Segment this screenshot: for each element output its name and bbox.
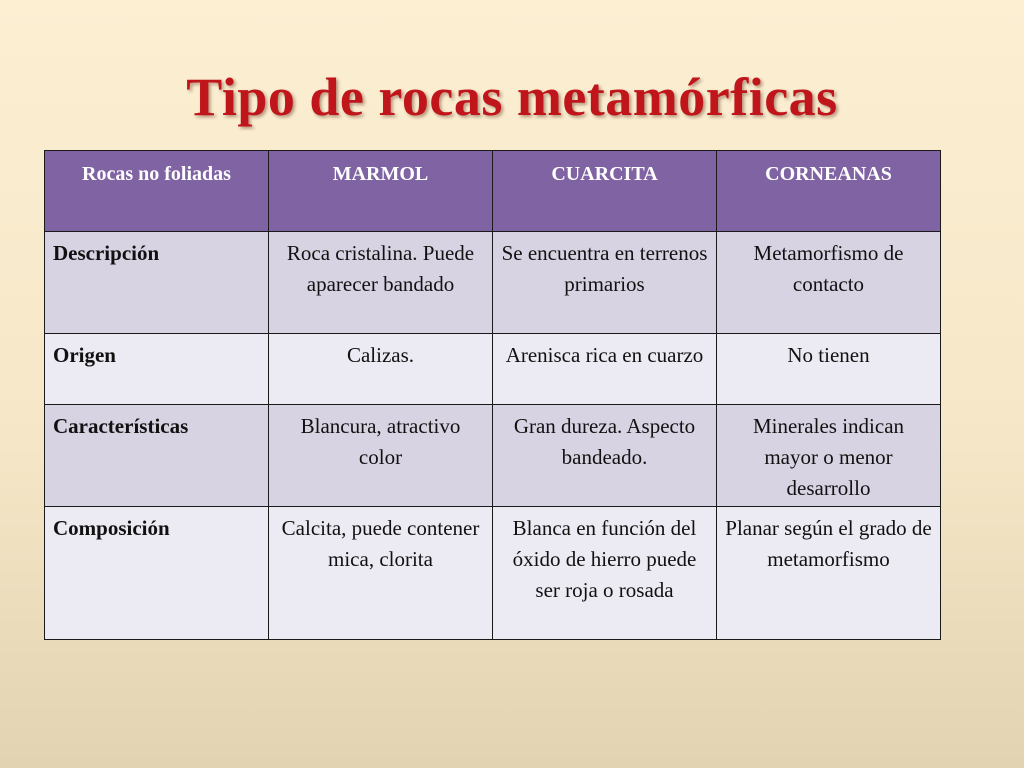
row-label: Descripción <box>45 232 269 334</box>
table-row-descripcion <box>45 232 941 334</box>
row-label: Características <box>45 405 269 507</box>
header-cell-category: Rocas no foliadas <box>45 151 269 232</box>
rock-types-table <box>44 150 941 640</box>
table-cell: Roca cristalina. Puede aparecer bandado <box>269 232 493 334</box>
page-title: Tipo de rocas metamórficas <box>186 67 838 127</box>
table-cell: Calcita, puede contener mica, clorita <box>269 507 493 640</box>
table-cell: Metamorfismo de contacto <box>717 232 941 334</box>
table-cell: Se encuentra en terrenos primarios <box>493 232 717 334</box>
header-cell-corneanas: CORNEANAS <box>717 151 941 232</box>
table-cell: Gran dureza. Aspecto bandeado. <box>493 405 717 507</box>
header-cell-cuarcita: CUARCITA <box>493 151 717 232</box>
table-header-row <box>45 151 941 232</box>
table-row-composicion <box>45 507 941 640</box>
table-cell: Planar según el grado de metamorfismo <box>717 507 941 640</box>
row-label: Composición <box>45 507 269 640</box>
table-cell: Minerales indican mayor o menor desarrollo <box>717 405 941 507</box>
table-cell: No tienen <box>717 334 941 405</box>
table-cell: Blancura, atractivo color <box>269 405 493 507</box>
table-row-origen <box>45 334 941 405</box>
header-cell-marmol: MARMOL <box>269 151 493 232</box>
table-cell: Calizas. <box>269 334 493 405</box>
table-cell: Blanca en función del óxido de hierro puede ser roja o rosada <box>493 507 717 640</box>
table-row-caracteristicas <box>45 405 941 507</box>
row-label: Origen <box>45 334 269 405</box>
table-cell: Arenisca rica en cuarzo <box>493 334 717 405</box>
